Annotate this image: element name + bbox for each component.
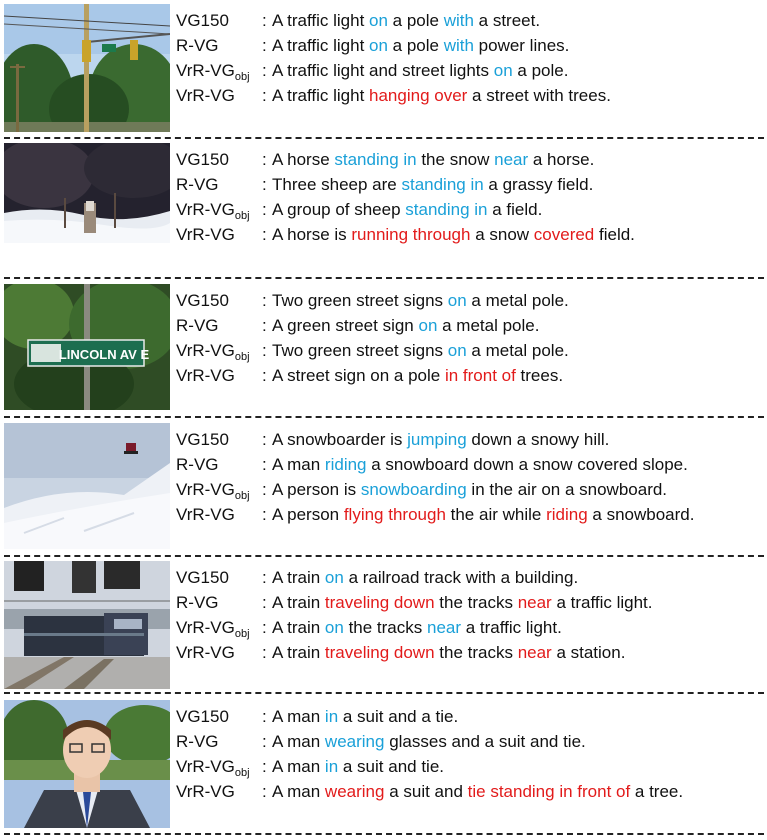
model-label: R-VG [176,316,219,335]
model-name [176,83,262,108]
colon-separator: : [262,643,267,662]
relation-highlight-red: traveling down [324,643,435,662]
caption-segment: Two green street signs [272,341,448,360]
caption-text [272,477,667,502]
relation-highlight-red: wearing [324,782,385,801]
row-separator [4,833,764,835]
caption-text [272,363,563,388]
caption-segment: A train [272,593,325,612]
caption-segment: A snowboarder is [272,430,408,449]
model-label: VG150 [176,291,229,310]
colon-separator: : [262,618,267,637]
caption-segment: the tracks [434,593,518,612]
caption-text [272,222,635,247]
relation-highlight-blue: on [493,61,513,80]
relation-highlight-blue: wearing [324,732,385,751]
caption-text [272,197,542,222]
model-name [176,565,262,590]
caption-text [272,754,444,779]
model-name [176,313,262,338]
model-label: VG150 [176,11,229,30]
caption-segment: the air while [445,505,547,524]
model-label: VrR-VG [176,505,235,524]
caption-segment: A traffic light and street lights [272,61,494,80]
model-name [176,172,262,197]
relation-highlight-red: tie standing in front of [467,782,631,801]
model-subscript: obj [234,490,250,502]
model-name [176,222,262,247]
caption-segment: the tracks [343,618,427,637]
caption-text [272,565,578,590]
caption-segment: field. [594,225,635,244]
model-subscript: obj [234,71,250,83]
model-label: R-VG [176,36,219,55]
relation-highlight-blue: in [324,757,339,776]
model-label: VG150 [176,707,229,726]
caption-segment: a tree. [630,782,684,801]
caption-segment: A person is [272,480,361,499]
model-name [176,363,262,388]
relation-highlight-blue: on [369,11,388,30]
colon-separator: : [262,36,267,55]
street-sign-photo [4,284,170,410]
caption-segment: a metal pole. [466,341,569,360]
caption-segment: a traffic light. [551,593,653,612]
colon-separator: : [262,61,267,80]
relation-highlight-blue: snowboarding [360,480,467,499]
model-name [176,197,262,222]
model-label: VrR-VG [176,366,235,385]
colon-separator: : [262,225,267,244]
caption-segment: A man [272,757,325,776]
model-subscript: obj [234,351,250,363]
caption-segment: A train [272,618,325,637]
example-row-1 [0,4,767,136]
train-photo [4,561,170,689]
model-name [176,704,262,729]
relation-highlight-red: near [517,643,552,662]
example-row-2 [0,143,767,275]
model-label: R-VG [176,732,219,751]
colon-separator: : [262,505,267,524]
row-separator [4,137,764,139]
model-name [176,338,262,363]
relation-highlight-blue: on [447,341,467,360]
caption-segment: power lines. [473,36,570,55]
relation-highlight-blue: riding [324,455,367,474]
relation-highlight-blue: standing in [405,200,488,219]
model-label: R-VG [176,593,219,612]
caption-segment: a street with trees. [467,86,611,105]
relation-highlight-red: riding [546,505,588,524]
traffic-light-photo [4,4,170,132]
relation-highlight-red: near [517,593,552,612]
caption-text [272,590,653,615]
caption-text [272,502,694,527]
caption-segment: a suit and a tie. [338,707,459,726]
relation-highlight-red: traveling down [324,593,435,612]
caption-segment: a metal pole. [437,316,540,335]
model-label: VG150 [176,568,229,587]
caption-text [272,779,683,804]
caption-segment: the snow [416,150,495,169]
colon-separator: : [262,86,267,105]
model-label: VrR-VG [176,341,235,360]
caption-text [272,615,562,640]
example-row-5 [0,561,767,693]
relation-highlight-blue: on [369,36,388,55]
model-name [176,754,262,779]
row-separator [4,692,764,694]
caption-segment: in the air on a snowboard. [466,480,668,499]
caption-segment: a pole [387,11,444,30]
colon-separator: : [262,150,267,169]
caption-segment: a pole. [512,61,569,80]
caption-segment: trees. [515,366,564,385]
caption-segment: A horse [272,150,335,169]
relation-highlight-blue: on [418,316,438,335]
snowboarder-photo [4,423,170,549]
relation-highlight-blue: with [443,36,474,55]
caption-segment: a railroad track with a building. [343,568,579,587]
relation-highlight-blue: in [324,707,339,726]
colon-separator: : [262,568,267,587]
model-label: VrR-VG [176,200,235,219]
caption-segment: A street sign on a pole [272,366,445,385]
model-label: VrR-VG [176,618,235,637]
relation-highlight-blue: near [426,618,462,637]
caption-segment: A man [272,732,325,751]
model-name [176,615,262,640]
model-name [176,590,262,615]
caption-segment: a suit and [384,782,468,801]
caption-text [272,704,458,729]
caption-segment: a snowboard down a snow covered slope. [366,455,688,474]
caption-text [272,338,569,363]
model-name [176,779,262,804]
relation-highlight-blue: on [447,291,467,310]
caption-segment: A man [272,455,325,474]
colon-separator: : [262,366,267,385]
model-label: R-VG [176,455,219,474]
colon-separator: : [262,782,267,801]
caption-text [272,147,594,172]
caption-segment: down a snowy hill. [466,430,610,449]
model-name [176,288,262,313]
model-label: VrR-VG [176,86,235,105]
model-name [176,147,262,172]
relation-highlight-blue: standing in [401,175,484,194]
colon-separator: : [262,455,267,474]
caption-segment: a pole [387,36,444,55]
horse-snow-photo [4,143,170,243]
street-sign-text: LINCOLN AV E [58,347,150,362]
model-label: VrR-VG [176,643,235,662]
caption-segment: Two green street signs [272,291,448,310]
row-separator [4,555,764,557]
caption-segment: a metal pole. [466,291,569,310]
caption-text [272,58,568,83]
row-separator [4,416,764,418]
relation-highlight-red: covered [533,225,595,244]
caption-segment: a horse. [528,150,595,169]
caption-text [272,640,625,665]
caption-segment: a suit and tie. [338,757,444,776]
caption-segment: a street. [473,11,541,30]
colon-separator: : [262,757,267,776]
relation-highlight-red: running through [351,225,471,244]
colon-separator: : [262,341,267,360]
caption-segment: A horse is [272,225,352,244]
caption-text [272,288,569,313]
caption-segment: a snow [470,225,534,244]
caption-segment: A group of sheep [272,200,406,219]
colon-separator: : [262,291,267,310]
example-row-6 [0,700,767,832]
colon-separator: : [262,707,267,726]
model-name [176,452,262,477]
caption-text [272,172,593,197]
caption-segment: A man [272,782,325,801]
caption-text [272,427,609,452]
relation-highlight-red: hanging over [369,86,468,105]
caption-segment: A traffic light [272,86,370,105]
relation-highlight-blue: jumping [407,430,467,449]
caption-text [272,33,569,58]
relation-highlight-red: flying through [343,505,446,524]
man-in-suit-photo [4,700,170,828]
caption-segment: the tracks [434,643,518,662]
model-label: VrR-VG [176,782,235,801]
model-name [176,729,262,754]
model-subscript: obj [234,210,250,222]
relation-highlight-blue: on [324,618,344,637]
caption-text [272,313,539,338]
model-name [176,640,262,665]
relation-highlight-blue: with [443,11,474,30]
colon-separator: : [262,430,267,449]
model-name [176,33,262,58]
caption-text [272,729,586,754]
model-name [176,427,262,452]
model-label: VG150 [176,150,229,169]
caption-segment: a traffic light. [461,618,562,637]
colon-separator: : [262,593,267,612]
model-subscript: obj [234,628,250,640]
colon-separator: : [262,11,267,30]
model-name [176,502,262,527]
colon-separator: : [262,316,267,335]
model-label: VrR-VG [176,61,235,80]
model-label: R-VG [176,175,219,194]
row-separator [4,277,764,279]
caption-segment: A green street sign [272,316,419,335]
caption-segment: Three sheep are [272,175,402,194]
caption-text [272,83,611,108]
caption-segment: glasses and a suit and tie. [384,732,586,751]
relation-highlight-blue: on [324,568,344,587]
colon-separator: : [262,732,267,751]
caption-segment: A person [272,505,344,524]
relation-highlight-blue: standing in [334,150,417,169]
example-row-4 [0,423,767,555]
relation-highlight-red: in front of [444,366,516,385]
example-row-3 [0,284,767,414]
caption-segment: A train [272,568,325,587]
relation-highlight-blue: near [494,150,529,169]
colon-separator: : [262,480,267,499]
colon-separator: : [262,200,267,219]
caption-text [272,8,540,33]
caption-segment: a snowboard. [587,505,695,524]
caption-text [272,452,688,477]
model-name [176,58,262,83]
model-label: VG150 [176,430,229,449]
caption-segment: a field. [487,200,543,219]
model-label: VrR-VG [176,225,235,244]
caption-segment: A traffic light [272,11,370,30]
model-label: VrR-VG [176,480,235,499]
model-name [176,8,262,33]
caption-segment: A traffic light [272,36,370,55]
colon-separator: : [262,175,267,194]
model-label: VrR-VG [176,757,235,776]
caption-segment: A train [272,643,325,662]
caption-segment: a station. [551,643,626,662]
model-subscript: obj [234,767,250,779]
caption-segment: a grassy field. [483,175,594,194]
model-name [176,477,262,502]
caption-segment: A man [272,707,325,726]
